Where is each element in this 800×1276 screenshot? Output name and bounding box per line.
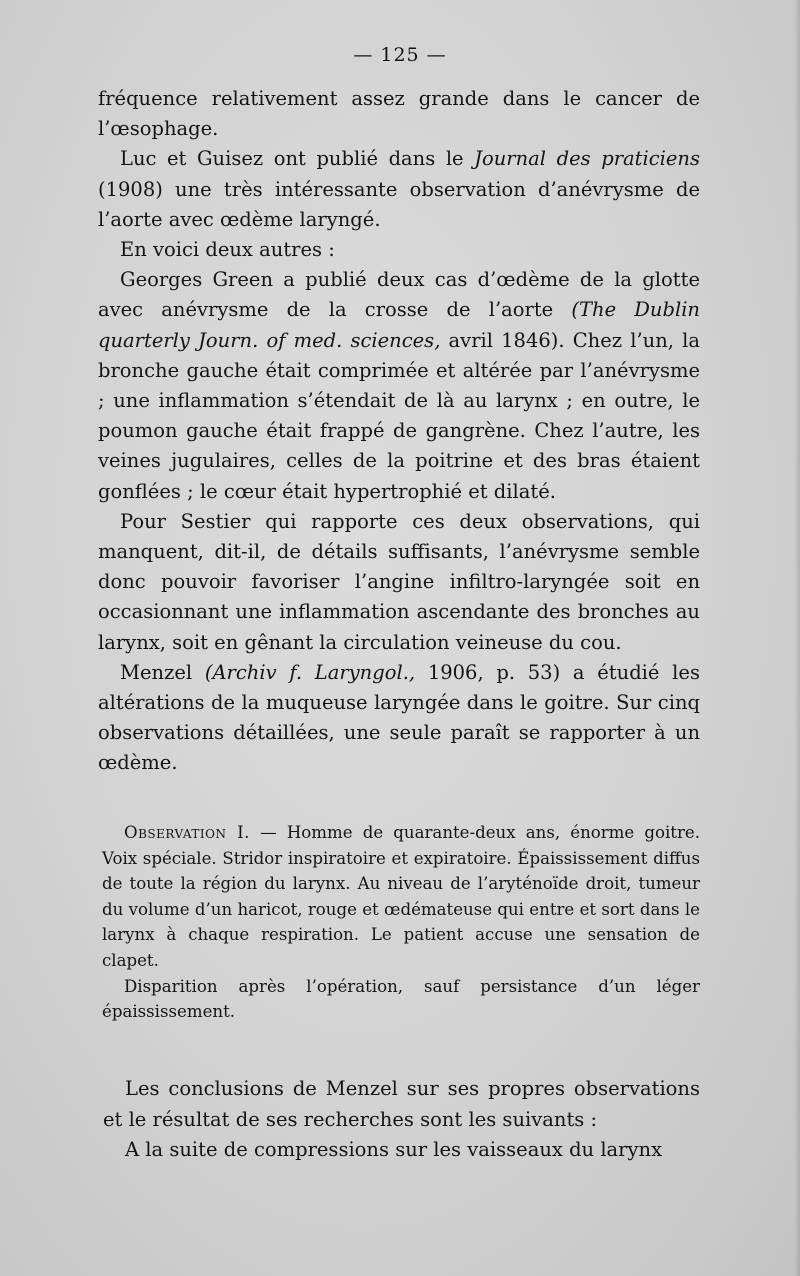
observation-paragraph-2: Disparition après l’opération, sauf persistance d’un léger épaississement. (102, 976, 700, 1022)
journal-title: Journal des praticiens (474, 147, 700, 171)
conclusion-paragraph: Les conclusions de Menzel sur ses propres observations et le résultat de ses recherches sont les suivants : (103, 1077, 700, 1131)
paragraph-text: Menzel (120, 660, 205, 684)
paragraph-green (98, 265, 700, 507)
paragraph-intro: En voici deux autres : (120, 238, 335, 262)
main-text (98, 84, 700, 779)
journal-title: (The Dublin quarterly Journ. of med. sciences, (98, 298, 700, 352)
observation-block (102, 820, 700, 1025)
page-number: — 125 — (353, 44, 447, 66)
paragraph-text: Georges Green a publié deux cas d’œdème de la glotte avec anévrysme de la crosse de l’aorte (98, 268, 700, 322)
paragraph-text: avril 1846). Chez l’un, la bronche gauche était comprimée et altérée par l’anévrysme ; une inflammation s’étendait de là au larynx ; en outre, le poumon gauche était frappé de gangrène. Chez l’autre, les veines jugulaires, celles de la poitrine et des bras étaient gonflées ; le cœur était hypertrophié et dilaté. (98, 328, 700, 503)
paragraph-sestier: Pour Sestier qui rapporte ces deux observations, qui manquent, dit-il, de détails suffisants, l’anévrysme semble donc pouvoir favoriser l’angine infiltro-laryngée soit en occasionnant une inflammation ascendante des bronches au larynx, soit en gênant la circulation veineuse du cou. (98, 509, 700, 654)
observation-heading: Observation I. (124, 823, 250, 842)
observation-paragraph (102, 820, 700, 974)
journal-title: (Archiv f. Laryngol., (204, 660, 416, 684)
paragraph-text: 1906, p. 53) a étudié les altérations de la muqueuse laryngée dans le goitre. Sur cinq observations détaillées, une seule paraît se rapporter à un œdème. (98, 660, 700, 775)
paragraph-luc-guisez (98, 144, 700, 235)
paragraph-continuation: fréquence relativement assez grande dans le cancer de l’œsophage. (98, 87, 700, 141)
conclusion-block (103, 1074, 700, 1166)
observation-text: — Homme de quarante-deux ans, énorme goitre. Voix spéciale. Stridor inspiratoire et expiratoire. Épaississement diffus de toute la région du larynx. Au niveau de l’aryténoïde droit, tumeur du volume d’un haricot, rouge et œdémateuse qui entre et sort dans le larynx à chaque respiration. Le patient accuse une sensation de clapet. (102, 823, 700, 970)
paragraph-text: (1908) une très intéressante observation d’anévrysme de l’aorte avec œdème laryngé. (98, 177, 700, 231)
paragraph-menzel (98, 658, 700, 779)
paragraph-text: Luc et Guisez ont publié dans le (120, 147, 475, 171)
conclusion-paragraph-2: A la suite de compressions sur les vaisseaux du larynx (125, 1138, 663, 1162)
